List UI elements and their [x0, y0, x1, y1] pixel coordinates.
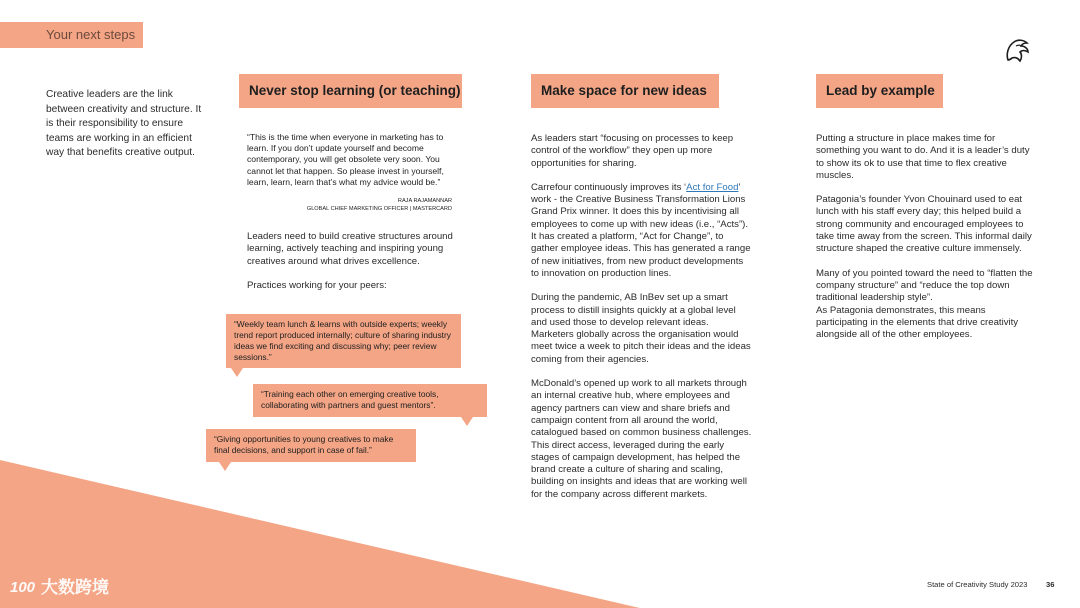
col2-paragraph-1: As leaders start “focusing on processes to keep control of the workflow” they open up more opportunities for sharing. — [531, 133, 734, 169]
speech-bubble-3-tail — [219, 462, 231, 471]
col3-body — [816, 133, 1038, 353]
col3-paragraph-4: As Patagonia demonstrates, this means participating in the elements that drive creativity alongside all of the other employees. — [816, 304, 1019, 341]
attribution-name: RAJA RAJAMANNAR — [397, 198, 452, 204]
speech-bubble-1-tail — [231, 368, 243, 377]
speech-bubble-3: “Giving opportunities to young creatives to make final decisions, and support in case of fail.” — [206, 429, 416, 462]
col2-p2-rest: ’ work - the Creative Business Transformation Lions Grand Prix winner. It does this by incentivising all employees to come up with new ideas (i.e., “Acts”). It has created a platform, “Act for Change”, to gather employee ideas. This has generated a range of new initiatives, from new product developments to innovation on production lines. — [531, 181, 751, 279]
speech-bubble-2-tail — [461, 417, 473, 426]
quote-attribution — [247, 198, 452, 213]
page-number: 36 — [1046, 580, 1055, 589]
header-make-space: Make space for new ideas — [531, 74, 719, 108]
header-lead-by-example: Lead by example — [816, 74, 943, 108]
col1-body: Leaders need to build creative structures around learning, actively teaching and inspiring young creatives around what drives excellence. — [247, 231, 453, 267]
intro-text: Creative leaders are the link between creativity and structure. It is their responsibility to ensure teams are working in an efficient way that benefits creative output. — [46, 89, 202, 159]
speech-bubble-2: “Training each other on emerging creative tools, collaborating with partners and guest mentors”. — [253, 384, 487, 417]
speech-bubble-1: “Weekly team lunch & learns with outside experts; weekly trend report produced internally; culture of sharing industry ideas we find exciting and discussing why; peer review sessions.” — [226, 314, 461, 368]
col2-paragraph-3: During the pandemic, AB InBev set up a smart process to distill insights quickly at a global level and used those to develop relevant ideas. Marketers globally across the organisation would meet twice a week to pitch their ideas and the ideas coming from their agencies. — [531, 292, 751, 365]
watermark — [10, 574, 109, 602]
col2-p2-lead: Carrefour continuously improves its ‘ — [531, 181, 687, 193]
col3-paragraph-3: Many of you pointed toward the need to “flatten the company structure” and “reduce the top down traditional leadership style”. — [816, 267, 1033, 304]
quote-text: “This is the time when everyone in marketing has to learn. If you don’t update yourself and become contemporary, you will get obsolete very soon. You cannot let that happen. So please invest in yourself, learn, learn, learn that’s what my advice would be.” — [247, 132, 444, 187]
practices-heading: Practices working for your peers: — [247, 280, 387, 291]
act-for-food-link[interactable]: Act for Food — [686, 181, 739, 193]
lion-logo-icon — [1000, 34, 1032, 66]
col3-paragraph-2: Patagonia’s founder Yvon Chouinard used to eat lunch with his staff every day; this helped build a strong community and encouraged employees to take time away from the screen. This informal daily structure shaped the creative culture immensely. — [816, 194, 1032, 255]
col2-paragraph-4: McDonald’s opened up work to all markets through an internal creative hub, where employees and agency partners can view and share briefs and campaign content from all around the world, catalogued based on common business challenges. This direct access, leveraged during the early stages of campaign development, has helped the brand create a culture of sharing and scaling, building on insights and ideas that are working well for the company across different markets. — [531, 378, 752, 500]
footer-study-title: State of Creativity Study 2023 — [927, 580, 1028, 589]
watermark-text: 大数跨境 — [41, 578, 110, 597]
watermark-mark: 100 — [10, 579, 36, 596]
col3-paragraph-1: Putting a structure in place makes time for something you want to do. And it is a leader’s duty to show its ok to use that time to flex creative muscles. — [816, 133, 1030, 181]
header-never-stop-learning: Never stop learning (or teaching) — [239, 74, 462, 108]
col2-body — [531, 133, 753, 513]
col2-paragraph-2 — [531, 182, 753, 280]
section-tag: Your next steps — [0, 22, 143, 48]
attribution-title: GLOBAL CHIEF MARKETING OFFICER | MASTERCARD — [306, 205, 452, 212]
